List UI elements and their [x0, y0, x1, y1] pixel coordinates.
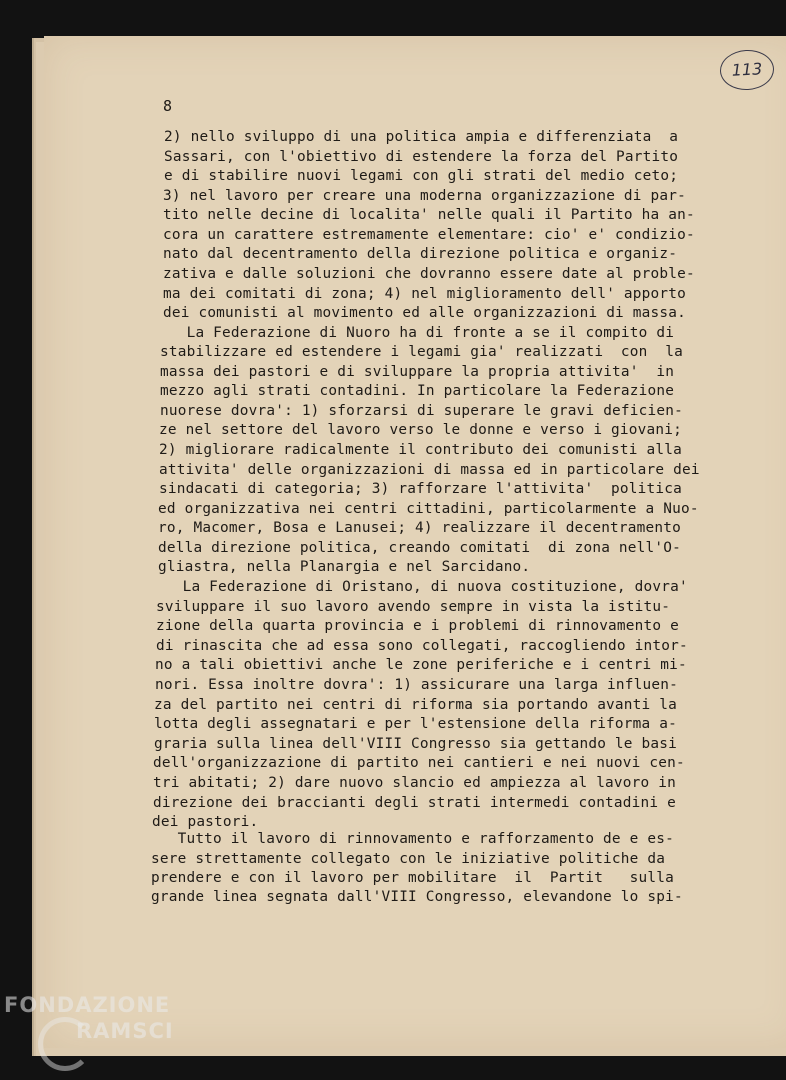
text-line: La Federazione di Oristano, di nuova costituzione, dovra'	[156, 579, 688, 595]
text-line: della direzione politica, creando comitati di zona nell'O-	[158, 540, 681, 556]
text-line: ro, Macomer, Bosa e Lanusei; 4) realizzare il decentramento	[158, 520, 681, 536]
text-line: lotta degli assegnatari e per l'estensione della riforma a-	[154, 716, 677, 732]
text-line: stabilizzare ed estendere i legami gia' realizzati con la	[160, 344, 683, 360]
text-line: Tutto il lavoro di rinnovamento e rafforzamento de e es-	[151, 831, 674, 847]
watermark-line-1: FONDAZIONE	[4, 993, 171, 1017]
text-line: tri abitati; 2) dare nuovo slancio ed ampiezza al lavoro in	[153, 775, 676, 791]
text-line: sindacati di categoria; 3) rafforzare l'attivita' politica	[159, 481, 682, 497]
archive-page-stamp: 113	[719, 49, 775, 92]
text-line: Sassari, con l'obiettivo di estendere la forza del Partito	[164, 149, 679, 165]
text-line: mezzo agli strati contadini. In particolare la Federazione	[160, 383, 675, 399]
text-line: za del partito nei centri di riforma sia portando avanti la	[154, 697, 677, 713]
text-line: sere strettamente collegato con le iniziative politiche da	[151, 851, 666, 867]
text-line: sviluppare il suo lavoro avendo sempre in vista la istitu-	[156, 599, 671, 615]
text-line: grande linea segnata dall'VIII Congresso, elevandone lo spi-	[151, 889, 683, 905]
text-line: prendere e con il lavoro per mobilitare il Partit sulla	[151, 870, 674, 886]
text-line: massa dei pastori e di sviluppare la propria attivita' in	[160, 364, 675, 380]
text-line: attivita' delle organizzazioni di massa ed in particolare dei	[159, 462, 700, 478]
archive-watermark	[4, 993, 204, 1073]
text-line: zativa e dalle soluzioni che dovranno essere date al proble-	[163, 266, 695, 282]
text-line: ze nel settore del lavoro verso le donne e verso i giovani;	[159, 422, 682, 438]
text-line: nori. Essa inoltre dovra': 1) assicurare una larga influen-	[155, 677, 678, 693]
text-line: 3) nel lavoro per creare una moderna organizzazione di par-	[163, 188, 686, 204]
text-line: tito nelle decine di localita' nelle quali il Partito ha an-	[163, 207, 695, 223]
text-line: dei pastori.	[152, 814, 259, 830]
text-line: e di stabilire nuovi legami con gli strati del medio ceto;	[164, 168, 679, 184]
text-line: graria sulla linea dell'VIII Congresso sia gettando le basi	[154, 736, 677, 752]
text-line: ma dei comitati di zona; 4) nel miglioramento dell' apporto	[163, 286, 686, 302]
text-line: dell'organizzazione di partito nei cantieri e nei nuovi cen-	[153, 755, 685, 771]
text-line: La Federazione di Nuoro ha di fronte a se il compito di	[160, 325, 675, 341]
text-line: nuorese dovra': 1) sforzarsi di superare le gravi deficien-	[160, 403, 683, 419]
text-line: zione della quarta provincia e i problemi di rinnovamento e	[156, 618, 679, 634]
text-line: di rinascita che ad essa sono collegati, raccogliendo intor-	[156, 638, 688, 654]
watermark-line-2: RAMSCI	[76, 1019, 174, 1043]
text-line: direzione dei braccianti degli strati intermedi contadini e	[153, 795, 676, 811]
text-line: 2) migliorare radicalmente il contributo dei comunisti alla	[159, 442, 682, 458]
text-line: nato dal decentramento della direzione politica e organiz-	[163, 246, 678, 262]
text-line: 2) nello sviluppo di una politica ampia e differenziata a	[164, 129, 679, 145]
page-number: 8	[163, 97, 173, 115]
text-line: gliastra, nella Planargia e nel Sarcidano.	[158, 559, 531, 575]
text-line: dei comunisti al movimento ed alle organizzazioni di massa.	[163, 305, 686, 321]
text-line: no a tali obiettivi anche le zone periferiche e i centri mi-	[155, 657, 687, 673]
text-line: cora un carattere estremamente elementare: cio' e' condizio-	[163, 227, 695, 243]
text-line: ed organizzativa nei centri cittadini, particolarmente a Nuo-	[158, 501, 699, 517]
